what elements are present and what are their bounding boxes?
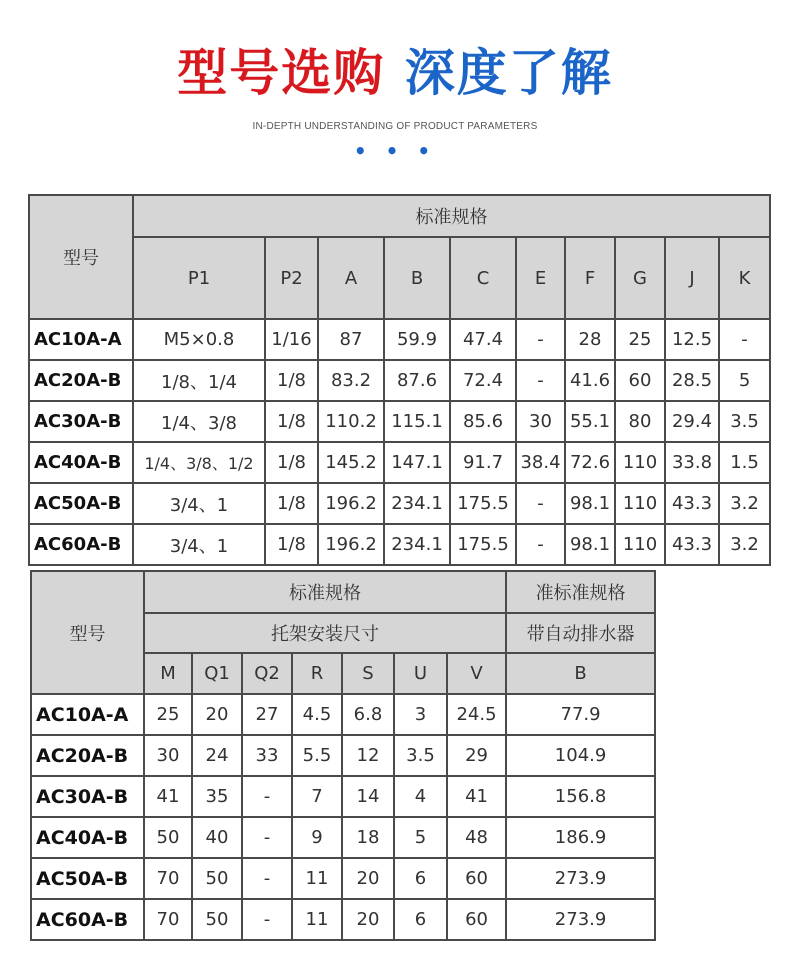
table-row (31, 735, 655, 776)
model-cell: AC30A-B (29, 401, 133, 442)
model-cell: AC30A-B (31, 776, 144, 817)
column-header: C (450, 237, 516, 319)
value-cell: 1/8 (265, 360, 318, 401)
value-cell: 6.8 (342, 694, 394, 735)
value-cell: 196.2 (318, 524, 384, 565)
value-cell: 1.5 (719, 442, 770, 483)
value-cell: 7 (292, 776, 342, 817)
model-cell: AC50A-B (29, 483, 133, 524)
model-cell: AC10A-A (29, 319, 133, 360)
column-header: Q2 (242, 653, 292, 694)
value-cell: 1/8 (265, 442, 318, 483)
value-cell: 28.5 (665, 360, 719, 401)
group-header-right: 准标准规格 (506, 571, 655, 613)
value-cell: 115.1 (384, 401, 450, 442)
value-cell: 48 (447, 817, 506, 858)
model-header: 型号 (31, 571, 144, 694)
column-header: M (144, 653, 192, 694)
value-cell: 38.4 (516, 442, 565, 483)
value-cell: 24 (192, 735, 242, 776)
value-cell: 55.1 (565, 401, 615, 442)
value-cell: 98.1 (565, 524, 615, 565)
value-cell: 156.8 (506, 776, 655, 817)
table-row (29, 483, 770, 524)
value-cell: 273.9 (506, 899, 655, 940)
value-cell: 1/16 (265, 319, 318, 360)
value-cell: 186.9 (506, 817, 655, 858)
decorative-dots: • • • (353, 139, 437, 163)
value-cell: - (719, 319, 770, 360)
value-cell: - (516, 524, 565, 565)
value-cell: 41 (447, 776, 506, 817)
value-cell: 25 (144, 694, 192, 735)
value-cell: 3 (394, 694, 447, 735)
value-cell: 70 (144, 858, 192, 899)
value-cell: 35 (192, 776, 242, 817)
value-cell: 3.5 (719, 401, 770, 442)
model-cell: AC40A-B (31, 817, 144, 858)
column-header: B (506, 653, 655, 694)
value-cell: 1/4、3/8 (133, 401, 265, 442)
spec-table-dimensions (28, 194, 771, 566)
model-cell: AC20A-B (31, 735, 144, 776)
column-header: A (318, 237, 384, 319)
column-header: B (384, 237, 450, 319)
column-header: F (565, 237, 615, 319)
value-cell: 175.5 (450, 524, 516, 565)
value-cell: 3.2 (719, 483, 770, 524)
value-cell: - (516, 483, 565, 524)
value-cell: 30 (516, 401, 565, 442)
value-cell: 5.5 (292, 735, 342, 776)
value-cell: 1/4、3/8、1/2 (133, 442, 265, 483)
column-header: V (447, 653, 506, 694)
value-cell: - (242, 899, 292, 940)
value-cell: 29 (447, 735, 506, 776)
value-cell: 85.6 (450, 401, 516, 442)
value-cell: 3/4、1 (133, 483, 265, 524)
value-cell: 6 (394, 858, 447, 899)
value-cell: 273.9 (506, 858, 655, 899)
value-cell: 20 (342, 858, 394, 899)
title-blue: 深度了解 (404, 44, 613, 102)
value-cell: 145.2 (318, 442, 384, 483)
value-cell: 41 (144, 776, 192, 817)
value-cell: 5 (394, 817, 447, 858)
value-cell: 20 (342, 899, 394, 940)
value-cell: 60 (615, 360, 665, 401)
value-cell: - (516, 319, 565, 360)
column-header: K (719, 237, 770, 319)
value-cell: 14 (342, 776, 394, 817)
spec-table-bracket (30, 570, 656, 941)
value-cell: 40 (192, 817, 242, 858)
value-cell: 1/8 (265, 401, 318, 442)
value-cell: 33.8 (665, 442, 719, 483)
column-header: Q1 (192, 653, 242, 694)
value-cell: 28 (565, 319, 615, 360)
value-cell: 98.1 (565, 483, 615, 524)
model-cell: AC50A-B (31, 858, 144, 899)
value-cell: 110 (615, 442, 665, 483)
page-title (0, 38, 790, 108)
value-cell: 83.2 (318, 360, 384, 401)
column-header: U (394, 653, 447, 694)
value-cell: 72.4 (450, 360, 516, 401)
table-row (29, 319, 770, 360)
column-header: G (615, 237, 665, 319)
group-header: 标准规格 (133, 195, 770, 237)
value-cell: 110 (615, 524, 665, 565)
table-row (29, 360, 770, 401)
value-cell: 20 (192, 694, 242, 735)
value-cell: 4.5 (292, 694, 342, 735)
value-cell: 70 (144, 899, 192, 940)
value-cell: 47.4 (450, 319, 516, 360)
value-cell: - (242, 817, 292, 858)
value-cell: 87.6 (384, 360, 450, 401)
column-header: R (292, 653, 342, 694)
column-header: P2 (265, 237, 318, 319)
value-cell: 5 (719, 360, 770, 401)
sub-header-right: 带自动排水器 (506, 613, 655, 653)
value-cell: 43.3 (665, 524, 719, 565)
table-row (31, 899, 655, 940)
model-cell: AC60A-B (31, 899, 144, 940)
value-cell: 3.2 (719, 524, 770, 565)
value-cell: - (516, 360, 565, 401)
sub-header: 托架安装尺寸 (144, 613, 506, 653)
value-cell: 110.2 (318, 401, 384, 442)
value-cell: 60 (447, 899, 506, 940)
value-cell: 12 (342, 735, 394, 776)
value-cell: 12.5 (665, 319, 719, 360)
table-row (31, 694, 655, 735)
value-cell: 59.9 (384, 319, 450, 360)
value-cell: 11 (292, 899, 342, 940)
value-cell: 41.6 (565, 360, 615, 401)
value-cell: 91.7 (450, 442, 516, 483)
value-cell: 1/8 (265, 524, 318, 565)
table-row (29, 524, 770, 565)
value-cell: - (242, 776, 292, 817)
value-cell: - (242, 858, 292, 899)
value-cell: 87 (318, 319, 384, 360)
table-row (31, 858, 655, 899)
table-row (31, 776, 655, 817)
value-cell: 110 (615, 483, 665, 524)
value-cell: 1/8 (265, 483, 318, 524)
value-cell: 3/4、1 (133, 524, 265, 565)
value-cell: 50 (144, 817, 192, 858)
value-cell: 60 (447, 858, 506, 899)
column-header: S (342, 653, 394, 694)
value-cell: 77.9 (506, 694, 655, 735)
value-cell: 3.5 (394, 735, 447, 776)
group-header: 标准规格 (144, 571, 506, 613)
value-cell: 50 (192, 858, 242, 899)
model-cell: AC40A-B (29, 442, 133, 483)
column-header: P1 (133, 237, 265, 319)
value-cell: 30 (144, 735, 192, 776)
value-cell: 43.3 (665, 483, 719, 524)
value-cell: 18 (342, 817, 394, 858)
value-cell: 50 (192, 899, 242, 940)
model-cell: AC10A-A (31, 694, 144, 735)
value-cell: 27 (242, 694, 292, 735)
value-cell: 33 (242, 735, 292, 776)
value-cell: 175.5 (450, 483, 516, 524)
value-cell: 147.1 (384, 442, 450, 483)
title-red: 型号选购 (177, 44, 386, 102)
table-row (31, 817, 655, 858)
value-cell: 25 (615, 319, 665, 360)
value-cell: 196.2 (318, 483, 384, 524)
column-header: E (516, 237, 565, 319)
value-cell: 4 (394, 776, 447, 817)
column-header: J (665, 237, 719, 319)
model-header: 型号 (29, 195, 133, 319)
value-cell: 1/8、1/4 (133, 360, 265, 401)
table-row (29, 401, 770, 442)
value-cell: 234.1 (384, 524, 450, 565)
value-cell: 24.5 (447, 694, 506, 735)
value-cell: 80 (615, 401, 665, 442)
value-cell: 72.6 (565, 442, 615, 483)
value-cell: 11 (292, 858, 342, 899)
model-cell: AC60A-B (29, 524, 133, 565)
value-cell: 6 (394, 899, 447, 940)
value-cell: M5×0.8 (133, 319, 265, 360)
value-cell: 9 (292, 817, 342, 858)
table-row (29, 442, 770, 483)
model-cell: AC20A-B (29, 360, 133, 401)
value-cell: 104.9 (506, 735, 655, 776)
value-cell: 234.1 (384, 483, 450, 524)
value-cell: 29.4 (665, 401, 719, 442)
page-subtitle: IN-DEPTH UNDERSTANDING OF PRODUCT PARAMETERS (252, 121, 538, 132)
